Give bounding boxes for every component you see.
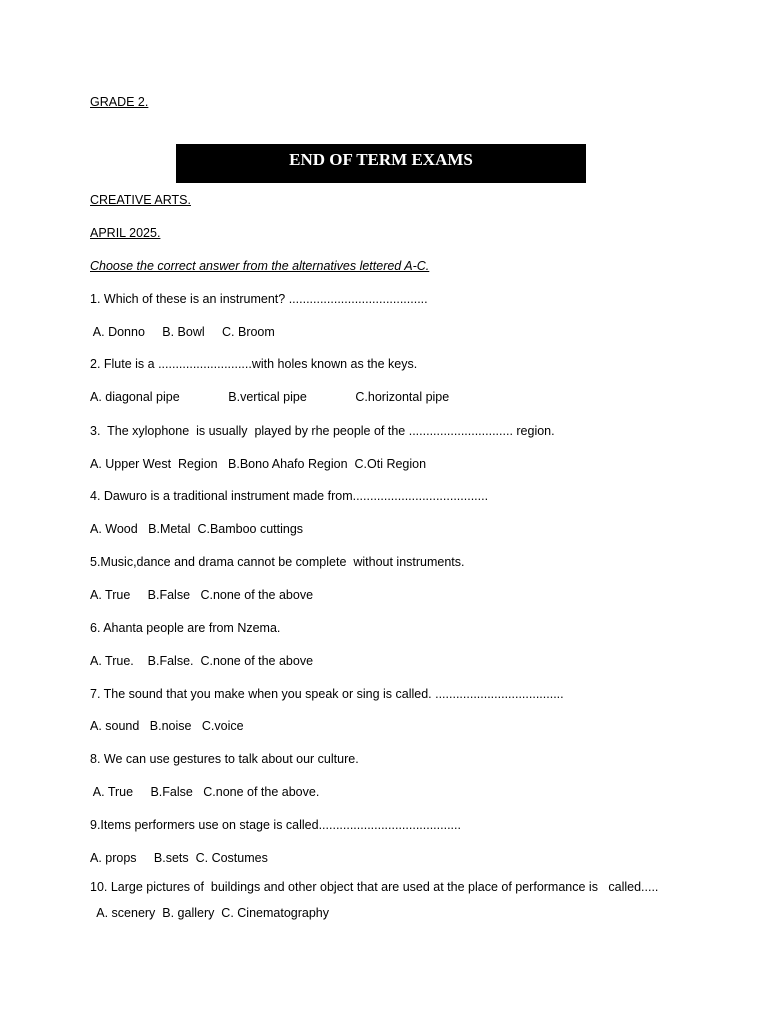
question-text: 7. The sound that you make when you speak or sing is called. .....................................: [90, 687, 564, 701]
question-options: A. Wood B.Metal C.Bamboo cuttings: [90, 522, 304, 536]
question-text: 6. Ahanta people are from Nzema.: [90, 621, 281, 635]
question-options: A. scenery B. gallery C. Cinematography: [90, 906, 329, 920]
question-options: A. Upper West Region B.Bono Ahafo Region C.Oti Region: [90, 457, 427, 471]
instructions: Choose the correct answer from the alternatives lettered A-C.: [90, 259, 430, 273]
question-options: A. True B.False C.none of the above: [90, 588, 314, 602]
question-text: 8. We can use gestures to talk about our culture.: [90, 752, 359, 766]
grade-label: GRADE 2.: [90, 95, 149, 109]
question-text: 10. Large pictures of buildings and other object that are used at the place of performance is called.....: [90, 880, 659, 894]
date-label: APRIL 2025.: [90, 226, 161, 240]
question-options: A. True B.False C.none of the above.: [90, 785, 320, 799]
question-text: 5.Music,dance and drama cannot be complete without instruments.: [90, 555, 465, 569]
question-text: 1. Which of these is an instrument? ........................................: [90, 292, 428, 306]
question-text: 9.Items performers use on stage is called.........................................: [90, 818, 461, 832]
question-options: A. True. B.False. C.none of the above: [90, 654, 314, 668]
question-options: A. sound B.noise C.voice: [90, 719, 244, 733]
question-text: 3. The xylophone is usually played by rhe people of the .............................. region.: [90, 424, 555, 438]
question-options: A. Donno B. Bowl C. Broom: [90, 325, 275, 339]
question-options: A. diagonal pipe B.vertical pipe C.horizontal pipe: [90, 390, 450, 404]
question-text: 2. Flute is a ...........................with holes known as the keys.: [90, 357, 418, 371]
question-options: A. props B.sets C. Costumes: [90, 851, 268, 865]
question-text: 4. Dawuro is a traditional instrument made from.......................................: [90, 489, 489, 503]
subject-label: CREATIVE ARTS.: [90, 193, 191, 207]
exam-title: END OF TERM EXAMS: [176, 144, 586, 183]
